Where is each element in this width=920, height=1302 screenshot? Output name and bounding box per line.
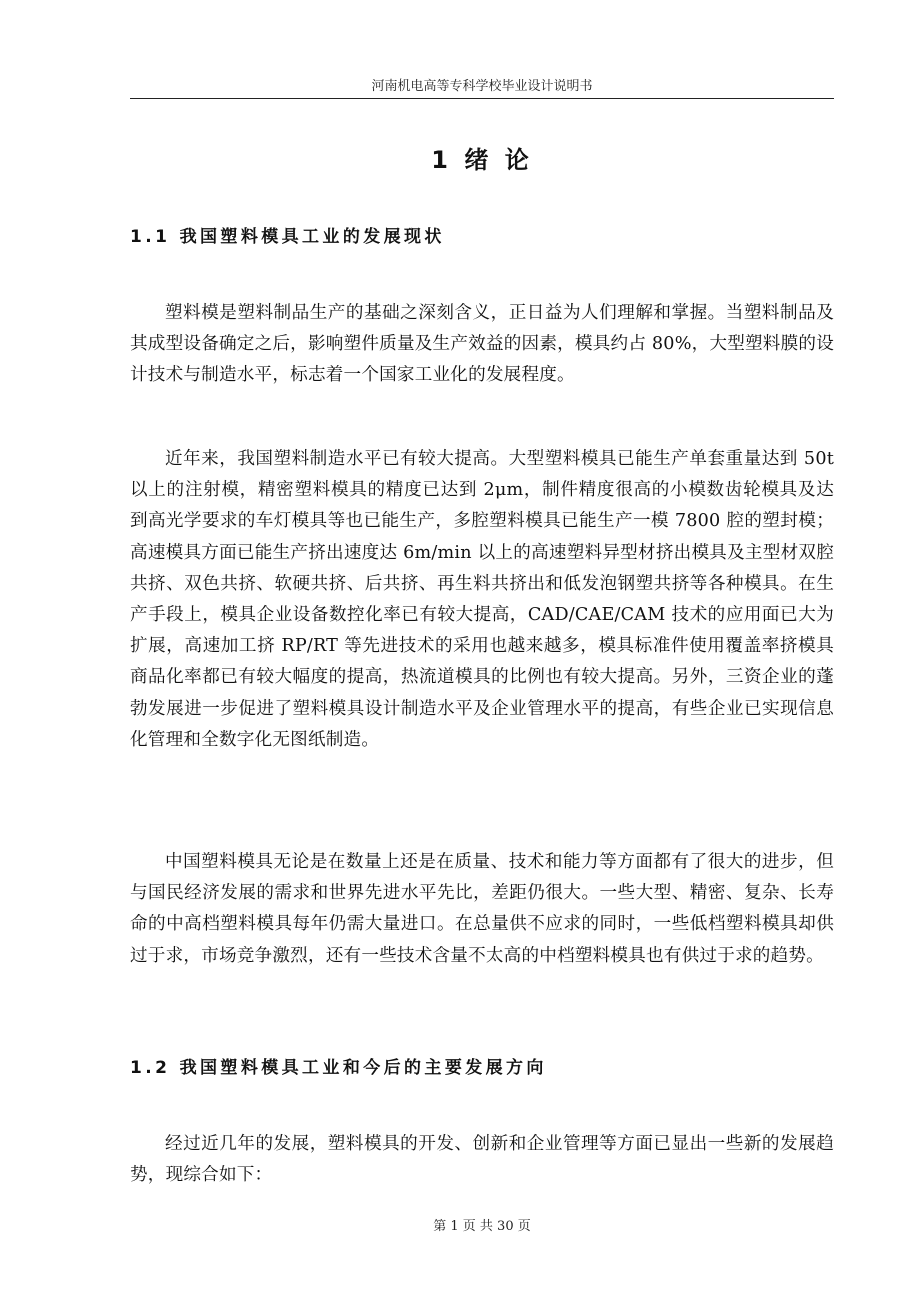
paragraph: 塑料模是塑料制品生产的基础之深刻含义，正日益为人们理解和掌握。当塑料制品及其成型设备确定之后，影响塑件质量及生产效益的因素，模具约占 80%，大型塑料膜的设计技术与制造水平，标志着一个国家工业化的发展程度。 [130,303,834,386]
page-number-footer: 第 1 页 共 30 页 [433,1219,531,1234]
header-divider [130,98,834,99]
chapter-title: 1 绪 论 [431,146,533,174]
paragraph: 中国塑料模具无论是在数量上还是在质量、技术和能力等方面都有了很大的进步，但与国民经济发展的需求和世界先进水平先比，差距仍很大。一些大型、精密、复杂、长寿命的中高档塑料模具每年仍需大量进口。在总量供不应求的同时，一些低档塑料模具却供过于求，市场竞争激烈，还有一些技术含量不太高的中档塑料模具也有供过于求的趋势。 [130,852,834,966]
paragraph: 经过近几年的发展，塑料模具的开发、创新和企业管理等方面已显出一些新的发展趋势，现综合如下： [130,1134,834,1186]
page-header-title: 河南机电高等专科学校毕业设计说明书 [371,79,593,94]
paragraph: 近年来，我国塑料制造水平已有较大提高。大型塑料模具已能生产单套重量达到 50t 以上的注射模，精密塑料模具的精度已达到 2μm，制件精度很高的小模数齿轮模具及达到高光学要求的车灯模具等也已能生产，多腔塑料模具已能生产一模 7800 腔的塑封模；高速模具方面已能生产挤出速度达 6m/min 以上的高速塑料异型材挤出模具及主型材双腔共挤、双色共挤、软硬共挤、后共挤、再生料共挤出和低发泡钢塑共挤等各种模具。在生产手段上，模具企业设备数控化率已有较大提高，CAD/CAE/CAM 技术的应用面已大为扩展，高速加工挤 RP/RT 等先进技术的采用也越来越多，模具标准件使用覆盖率挤模具商品化率都已有较大幅度的提高，热流道模具的比例也有较大提高。另外，三资企业的蓬勃发展进一步促进了塑料模具设计制造水平及企业管理水平的提高，有些企业已实现信息化管理和全数字化无图纸制造。 [130,449,834,750]
section-heading-1-1: 1.1 我国塑料模具工业的发展现状 [130,227,445,247]
section-heading-1-2: 1.2 我国塑料模具工业和今后的主要发展方向 [130,1058,547,1078]
